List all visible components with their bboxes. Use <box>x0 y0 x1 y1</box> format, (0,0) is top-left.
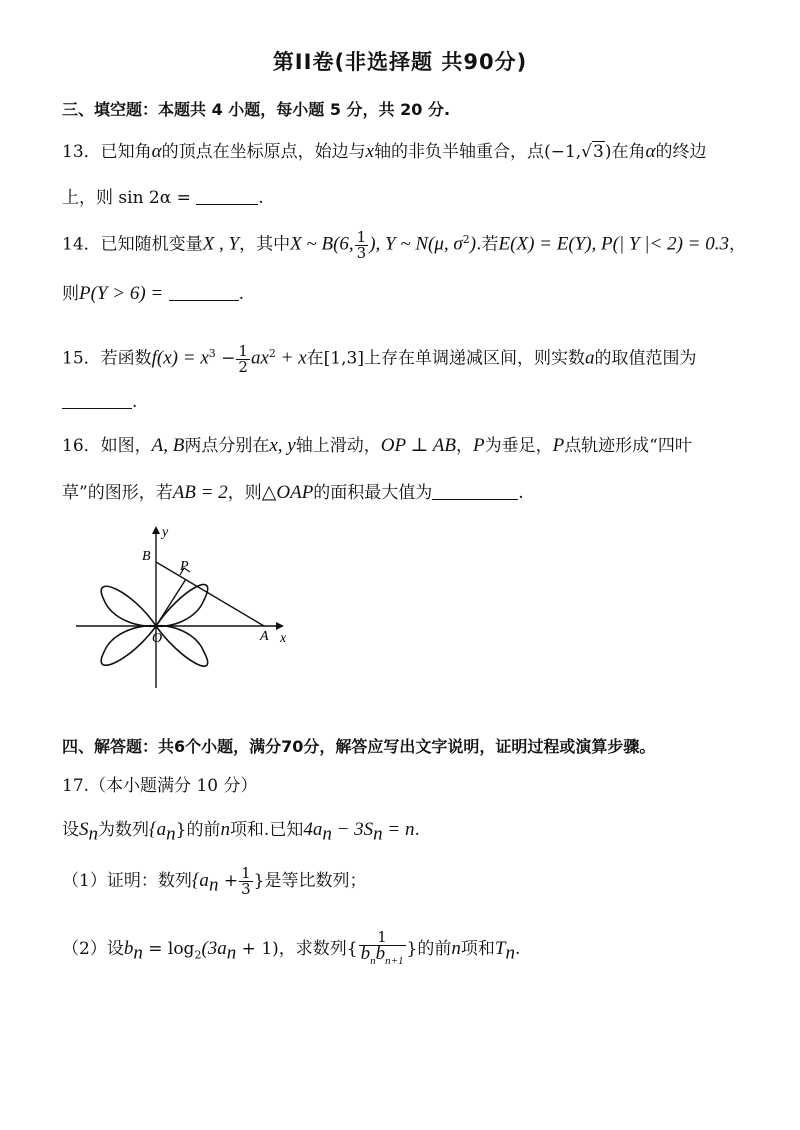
q16-line2: 草”的图形，若AB = 2，则△OAP的面积最大值为 . <box>62 482 524 503</box>
x-axis-arrow <box>276 622 284 630</box>
answer-blank <box>196 186 258 205</box>
answer-blank <box>169 282 239 301</box>
label-o: O <box>152 631 163 646</box>
q15-line1: 15．若函数$f(x) = x^3$ − $\frac{1}{2}$ $ax^2 + x$在[1,3]上存在单调递减区间，则实数a的取值范围为 <box>62 341 697 376</box>
label-b: B <box>142 549 151 564</box>
q17-part1: （1）证明：数列{$a_n$ + $\frac{1}{3}$ }是等比数列； <box>62 864 367 898</box>
fraction: $\frac{1}{3}$ <box>241 864 251 898</box>
q15-line2: . <box>62 390 137 414</box>
label-a: A <box>260 629 269 644</box>
q17-line1: 设$S_n$为数列$\{a_n\}$的前n项和.已知$4a_n - 3S_n = n$. <box>62 819 420 845</box>
label-p: P <box>180 559 189 574</box>
q13-line1: 13．已知角α的顶点在坐标原点，始边与x轴的非负半轴重合，点(−1,√3)在角α的终边 <box>62 141 707 162</box>
q13-line2: 上，则 sin 2α = . <box>62 188 264 208</box>
fraction: $\frac{1}{b_nb_{n+1}}$ <box>360 928 404 967</box>
q14-line1: 14．已知随机变量X , Y，其中X ~ B(6, $\frac{1}{3}$ ), Y ~ N(μ, $\sigma^2$).若E(X) = E(Y), P(| Y |< 2) = 0.3， <box>62 227 746 262</box>
q16-line1: 16．如图，A, B两点分别在x, y轴上滑动，OP ⊥ AB，P为垂足，P点轨迹形成“四叶 <box>62 435 692 456</box>
section4-heading: 四、解答题：共6个小题，满分70分，解答应写出文字说明，证明过程或演算步骤。 <box>62 737 656 756</box>
answer-blank <box>432 481 518 500</box>
q14-line2: 则P(Y > 6) = . <box>62 283 245 304</box>
fraction: $\frac{1}{2}$ <box>238 341 248 376</box>
label-x: x <box>280 631 287 646</box>
fraction: $\frac{1}{3}$ <box>356 227 367 262</box>
segment-op <box>156 579 186 626</box>
segment-ab <box>156 562 264 626</box>
label-y: y <box>162 525 169 540</box>
y-axis-arrow <box>152 526 160 534</box>
q17-header: 17.（本小题满分 10 分） <box>62 776 258 796</box>
page-title: 第II卷(非选择题 共90分) <box>272 50 528 74</box>
section3-heading: 三、填空题：本题共 4 小题，每小题 5 分，共 20 分. <box>62 100 451 119</box>
answer-blank <box>62 390 132 409</box>
four-leaf-clover-figure <box>70 520 300 695</box>
q17-part2: （2）设$b_n = \log_2(3a_n + 1)$，求数列{ $\frac{1}{b_nb_{n+1}}$ }的前n项和$T_n$. <box>62 928 521 967</box>
